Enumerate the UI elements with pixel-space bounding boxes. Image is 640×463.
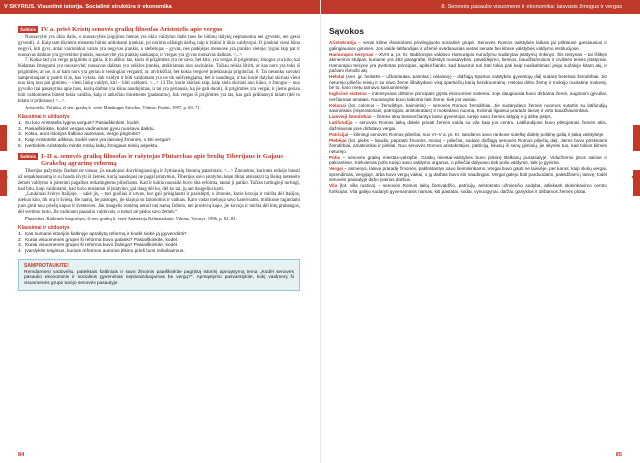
glossary-entry: Hamurapio teisynas – XVIII a. pr. Kr. Babilonijos valdovo Hamurapio nurodymu sudarytas įstatymų rinkinys. Šis teisynas – tai išlikęs akmeninis stulpas, kuriame yra 282 paragrafai, išdėstyti nuosavybės, paveldėjimo, šeimos, baudžiamosios ir civilinės teisės įstatymai. Hamurapio teisyne yra įtvirtintas principas, apibrėžiantis, kad bausmė turi būti tokia pati kaip nusikaltimas: jeigu sužalojo kitam akį, ir pačiam išmušti akį. xyxy=(329,51,607,73)
left-page-header: V SKYRIUS. Visuotinė istorija. Socialinė struktūra ir ekonomika xyxy=(0,0,320,14)
roman-numeral-bottom: IV xyxy=(1,175,9,182)
question-item: 3. Kokia, anot istorijos šaltinio autoriaus, vergo prigimtis? xyxy=(18,132,141,138)
left-column xyxy=(18,26,300,291)
roman-numeral-bottom: VI xyxy=(631,175,639,182)
page-number: 85 xyxy=(615,452,622,458)
glossary-title: Sąvokos xyxy=(329,26,364,36)
glossary-entry: Latifundija – senovės Romos laikų didelė privati žemės valda su vila kaip jos centru. Latifundijose buvo plėtojamas žemės ūkis, dažniausiai jose dirbdavo vergai. xyxy=(329,120,607,131)
glossary-entry: Helotai (sen. gr. heilotēs – užkariautas, paimtas į nelaisvę) – didžiąją Spartos valstybės gyventojų dalį sudarę betelsiai žemdirbiai. Jie neturėjo piliečio teisių ir su savo žeme išlaikydavo visą spartiečių karių bendruomenę. Helotai dirbo žemę ir mokėjo nuolatinę mokestį, be to, karo metu tarnavo kariuomenėje. xyxy=(329,74,607,90)
glossary-entry: Aristokratija – senai kilme išsiskirianti privilegijuota socialinė grupė. Senovės Romos valstybės laikais jai priklausė garsiausios ir galingiausios giminės. Jos valdė latifundijas ir užėmė svarbiausias vietas senate bei kitose valstybės valdymo institucijose. xyxy=(329,40,607,51)
paragraph: Tiberijus pažymėjo žiadant ne vienas, jis naudojosi dorybingiausiųjų ir žymiausių žmonių patarimais. <...> Žmonėms, kurioms reikėjo bausti už nepaklusnumą ir su bauda išvyti iš žemės, kurią naudojasi ne pagal įstatymus, Tiberijus savo įstatymu kėpė tiktai atsisakyti tą šleiną neteisėto žemės valdymo ir įsiterinti pagalbos reikalingiems piliečiams. Kad ir kokia nuosaiki buvo šita reforma, tautai ji patiko. Tačiau turtingieji turtingi, kad bitu, kaip vaidiniami, kad buvo teisiamai iš įstatymo, gal daug dėl ko, dėl ko tai, jų ant daugeliui karti. xyxy=(18,169,300,192)
question-item: 4. Įvardykite teiginius, kuriais reformos autorius įtikino prieš tuos reikalavimus. xyxy=(18,249,185,255)
source-section-1 xyxy=(18,26,300,150)
chapter-tab xyxy=(0,170,7,196)
glossary-entry: Kolonai (lot. colonus – žemdirbys, kaimietis) – senovės Romos žemdirbiai. Jie sudarydavo žemės nuomos sutartis su latifundijų savininkais (imperatoriais, patricijais, aristokratais) ir mokėdavo nuomą. Kolonai ilgainiui prarado laisvę ir virto baudžiauninkais. xyxy=(329,102,607,113)
source-section-2 xyxy=(18,153,300,255)
glossary-entry: Polis – senovės graikų miestas-valstybė. Graikų miestai-valstybės buvo įsikūrę Balkanų pusiasalyje, Viduržemio jūros salose ir pakrantėse. Kiekvienas polis turėjo savo valdymo organus, o piliečiai dalyvavo tiek polio valdyme, tiek jo gynime. xyxy=(329,154,607,165)
glossary-entry: Patricijai – kilmingi senovės Romos piliečiai, nuo VI–V a. pr. Kr. sandūros savo rankose sutelkę didelę politinę galią ir įtaką valstybėje. xyxy=(329,131,605,137)
paragraph: Nuosavybė yra ūkio dalis, o nuosavybės įsigijimo menas yra ūkio valdymo dalis (nes be būtinų dalykų neįmanoma nei gyventi, nei gerai gyventi). 4. Kaip tam tikriems menams būtini atitinkami įrankiai, jei norima užbaigti darbą, taip ir būtini ir ūkio valdytojui. O įrankiai vieni būna negyvi, kiti gyvi, antai vairininkui vairas yra negyvas įrankis, o stebėtojas – gyvas, nes padėjėjas menuose yra įrankio vietoje; lygiai taip pat ir nuosavas daiktas yra gyvenimo įrankis, nuosavybė yra įrankių sankaupa, ir vergas yra gyvas nuosavas daiktas. <...> xyxy=(18,35,300,58)
questions-heading: Klausimai ir užduotys xyxy=(18,114,70,120)
paragraph: „Laukiniai žvėrys Italijoje, – sakė jis, – turi guolius ir urvus, kur gali prisiglausti ir pasislėpti, o žmonės, kurie kovoja ir miršta dėl Italijos, niekuo kito, tik orą ir šviesą. Be namų, be pastogės, jie klajoja su žmonomis ir vaikais. Karo vadai meluoja savo kareiviams, mūšiuose ragindami juos ginti nuo priešų kapus ir šventoves. Juk daugelis romėnų neturi nei namų židinio, nei protėvių kapo, jie kovoja ir miršta dėl kitų prabangos, dėl svetimo turto. Jie vadinami pasaulio valdovais, o neturi nė pėdos savo žemės.“ xyxy=(18,192,300,215)
question-item: 1. Su kuo Aristotelis lygina vergus? Pasiaiškinkite, kodėl. xyxy=(18,121,140,126)
reflection-box xyxy=(18,259,300,291)
source-badge: Šaltinis xyxy=(20,153,37,159)
reflection-text: Remdamiesi vadovėliu, pateiktais šaltiniais ir savo žinomis paaiškinkite pagrįstą istorinį apmąstymą tema „Kodėl senovės pasaulio ekonominis ir socialinis gyvenimas neįsivaizduojamas be vergų?“. Apmąstymo pasvarstykite, kokį vaidmenį ši visuomenės grupė turėjo senovės pasaulyje. xyxy=(24,269,294,287)
citation: Aristotelis. Politika, iš sen. graikų k. vertė Mindaugas Strockis, Vilnius: Pradai, 1997, p. 69–71. xyxy=(25,105,201,111)
chapter-tab xyxy=(0,125,7,151)
glossary-entry: Inglicinė sistema – intensyvaus dirbimo principais grįsta ekonominė sistema. Joje daugiausia buvo dirbama žemė, auginami gyvuliai, verčiamasi amatais. Nuosavybe buvo laikoma tiek žemė, tiek jos vaisiai. xyxy=(329,91,607,102)
roman-numeral-top: V xyxy=(2,130,8,137)
right-page xyxy=(320,0,640,463)
section-title: IV a. prieš Kristų senovės graikų filosofas Aristotelis apie vergus xyxy=(41,26,223,33)
question-item: 5. Įvertinkite Aristotelio mintis mūsų laikų žmogaus teisių aspektu. xyxy=(18,143,159,149)
section-title: I–II a. senovės graikų filosofas ir rašytojas Plutarchas apie brolių Tiberijaus ir Gajaus Grakchų agrarinę reformą xyxy=(41,152,283,167)
chapter-tab xyxy=(633,170,640,196)
right-page-header: 8. Senovės pasaulio visuomenė ir ekonomika: laisvasis žmogus ir vergas xyxy=(321,0,640,14)
question-item: 2. Pasiaiškinkite, kodėl vergas vadinamas gyvu nuosavu daiktu. xyxy=(18,126,155,132)
question-item: 1. Kas sumanė istorijos šaltinyje aprašytą reformą ir kodėl siekė ją įgyvendinti? xyxy=(18,231,187,237)
questions-heading: Klausimai ir užduotys xyxy=(18,224,70,231)
question-item: 4. Kaip Aristotelis aiškina, kodėl vieni yra laisvieji žmonės, o kiti vergai? xyxy=(18,138,171,144)
question-item: 2. Kuriai visuomenės grupei ši reforma buvo palanki? Pasiaiškinkite, kodėl. xyxy=(18,237,179,243)
glossary-entry: Plebėjai (lot. plebs – liaudis, paprasti žmonės, minia) – piliečiai, sudarę didžiąją senovės Romos piliečių dalį. Jiems buvo priskiriami žemdirbiai, amatininkai ir pirkliai. Nuo senovės Romos aristokratijos, patricijų, kilusių iš senų giminių, jie skyrėsi tuo, kad tokios kilmės neturėjo. xyxy=(329,137,607,154)
roman-numeral-top: V xyxy=(632,130,638,137)
glossary-entry: Vila (lot. villa rustica) – senovės Romos laikų žemvaldžio, patricijų, aristokrato užmiesčio sodyba, atliekanti ūkininkavimo centro funkcijas. Vila galėjo sudaryti gyvenamasis namas, kiti pastatai, sodai, vynuogynai, daržai, ganyklos ir dirbamos žemės plotai. xyxy=(329,183,607,194)
source-badge: Šaltinis xyxy=(20,27,37,32)
paragraph: 7. Kokia tad yra vergo prigimtis ir galia, iš to aišku: tas, kuris iš prigimties yra ne savo, bet kito, yra vergas iš prigimties; žmogus yra kito, kai būdamas žmogumi yra nuosavybė; nuosavas daiktas yra veiklos įrankis, atskiriamas nuo savininko. Tačiau reikia ištirti, ar kas nors yra toks iš prigimties, ar ne, ir ar kam nors yra geriau ir teisingiau vergauti, ar, atvirkščiai, bet kokia vergovė prieštarauja prigimčiai. 8. Tai nesunku suvokti samprotaujant ir patirti iš to, kas vyksta. Juk valdyti ir būti valdomam yra ne tik neišvengiama, bet ir naudinga, ir kai kurie dalykai skiriasi vieni nuo kitų nuo pat gimimo – vieni linkę valdyti, kiti – būti valdomi. <...> 13 Tie, kurie skiriasi taip, kaip siela skiriasi nuo kūno, o žmogus – nuo gyvulio (tai pasakytina apie tuos, kurių darbas yra kūno naudojimas, ir tai yra geriausia, ką jie gali duoti), iš prigimties yra vergai, ir jiems geriau būti valdomiems būtent tokia valdžia, kaip ir anksčiau minėtiems [padarams]. Juk vergas iš prigimties yra tas, kas gali priklausyti kitam (dėl to kitam ir priklauso) <...>. xyxy=(18,58,300,104)
citation: Plutarchas. Rinktinės biografijos, iš sen. graikų k. vertė Anastazija Kalinauskaitė, Vilnius: Vyturys, 1996, p. 82–83. xyxy=(25,216,237,222)
glossary-entry: Vergai – asmenys, laisvę praradę žmonės, paklūstantys savo šeimininkams. Vergai buvo gauti ne laisvėje, per karus, kaip skolų vergai, sprendimas, vergijoje, arba buvo vergų vaikai, o jų darbas buvo itin naudingas. Vergai galėjo būti parduodami, paleidžiami į laisvę, todėl senovės pasaulyje dirbo įvairius darbus. xyxy=(329,166,607,182)
chapter-tab xyxy=(633,125,640,151)
question-item: 3. Kuriai visuomenės grupei ši reforma buvo žalinga? Pasiaiškinkite, kodėl. xyxy=(18,243,179,249)
glossary xyxy=(329,26,607,195)
page-number: 84 xyxy=(18,452,25,458)
glossary-entry: Laisvieji žemdirbiai – žemės ūkiu besiverčiantys laisvi gyventojai, turėję savo žemės sklypą ir jį dirbę patys. xyxy=(329,114,552,119)
reflection-title: SAMPROTAUKITE! xyxy=(24,262,69,269)
